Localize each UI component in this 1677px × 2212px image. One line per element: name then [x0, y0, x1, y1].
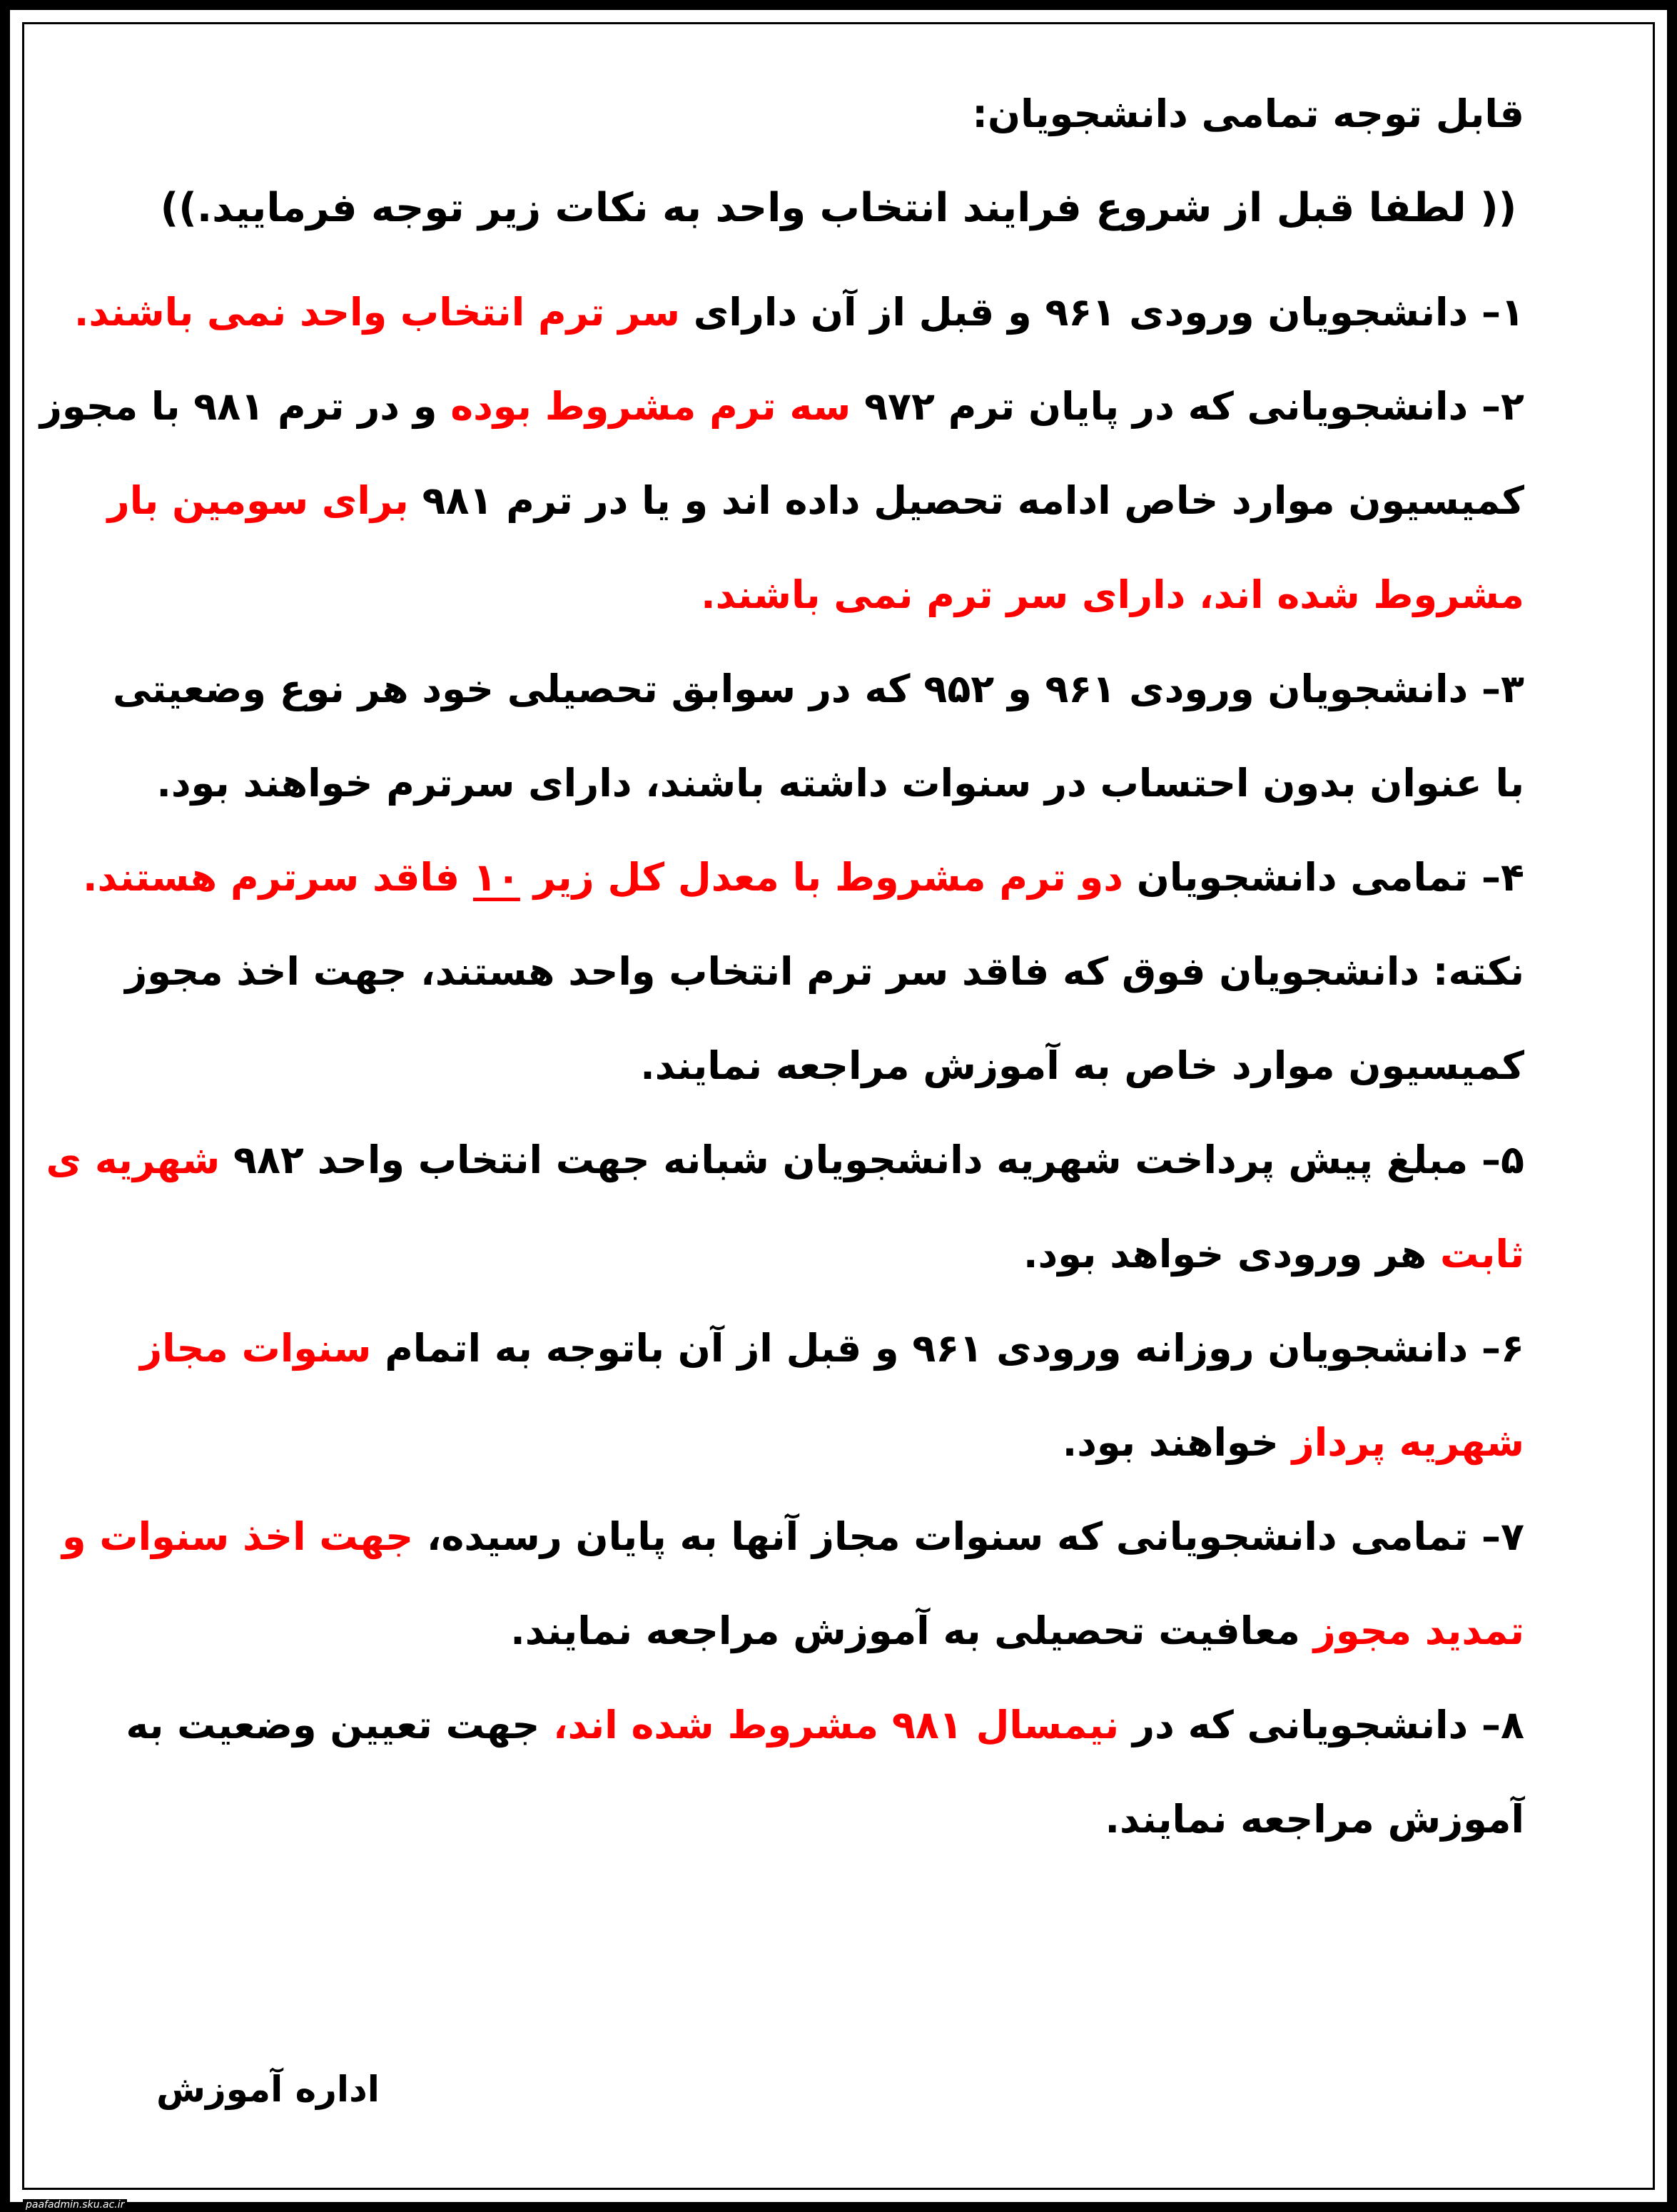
gpa-threshold: ۱۰	[472, 855, 520, 900]
item-2-line-1: ۲– دانشجویانی که در پایان ترم ۹۷۲ سه ترم مشروط بوده و در ترم ۹۸۱ با مجوز	[39, 384, 1524, 429]
note-line-2: کمیسیون موارد خاص به آموزش مراجعه نمایند.	[640, 1043, 1524, 1088]
signature: اداره آموزش	[156, 2069, 380, 2110]
watermark: paafadmin.sku.ac.ir	[23, 2199, 127, 2211]
item-2-line-3: مشروط شده اند، دارای سر ترم نمی باشند.	[701, 572, 1524, 617]
item-6-line-2: شهریه پرداز خواهند بود.	[1062, 1420, 1524, 1465]
item-6-line-1: ۶– دانشجویان روزانه ورودی ۹۶۱ و قبل از آن باتوجه به اتمام سنوات مجاز	[140, 1326, 1524, 1371]
item-4: ۴– تمامی دانشجویان دو ترم مشروط با معدل کل زیر ۱۰ فاقد سرترم هستند.	[83, 855, 1524, 900]
notice-subtitle: (( لطفا قبل از شروع فرایند انتخاب واحد به نکات زیر توجه فرمایید.))	[160, 185, 1517, 231]
item-7-line-2: تمدید مجوز معافیت تحصیلی به آموزش مراجعه نمایند.	[510, 1608, 1524, 1653]
notice-header: قابل توجه تمامی دانشجویان:	[972, 91, 1524, 136]
item-8-line-1: ۸– دانشجویانی که در نیمسال ۹۸۱ مشروط شده اند، جهت تعیین وضعیت به	[126, 1703, 1524, 1747]
item-5-line-1: ۵– مبلغ پیش پرداخت شهریه دانشجویان شبانه جهت انتخاب واحد ۹۸۲ شهریه ی	[46, 1137, 1524, 1182]
item-7-line-1: ۷– تمامی دانشجویانی که سنوات مجاز آنها به پایان رسیده، جهت اخذ سنوات و	[62, 1514, 1524, 1559]
item-3-line-1: ۳– دانشجویان ورودی ۹۶۱ و ۹۵۲ که در سوابق تحصیلی خود هر نوع وضعیتی	[113, 666, 1524, 711]
item-2-line-2: کمیسیون موارد خاص ادامه تحصیل داده اند و یا در ترم ۹۸۱ برای سومین بار	[107, 478, 1524, 523]
note-line-1: نکته: دانشجویان فوق که فاقد سر ترم انتخاب واحد هستند، جهت اخذ مجوز	[125, 949, 1524, 994]
item-5-line-2: ثابت هر ورودی خواهد بود.	[1023, 1232, 1524, 1277]
item-1: ۱– دانشجویان ورودی ۹۶۱ و قبل از آن دارای سر ترم انتخاب واحد نمی باشند.	[74, 290, 1524, 335]
item-3-line-2: با عنوان بدون احتساب در سنوات داشته باشند، دارای سرترم خواهند بود.	[156, 761, 1524, 806]
item-8-line-2: آموزش مراجعه نمایند.	[1105, 1797, 1524, 1842]
notice-content	[39, 67, 1524, 1867]
